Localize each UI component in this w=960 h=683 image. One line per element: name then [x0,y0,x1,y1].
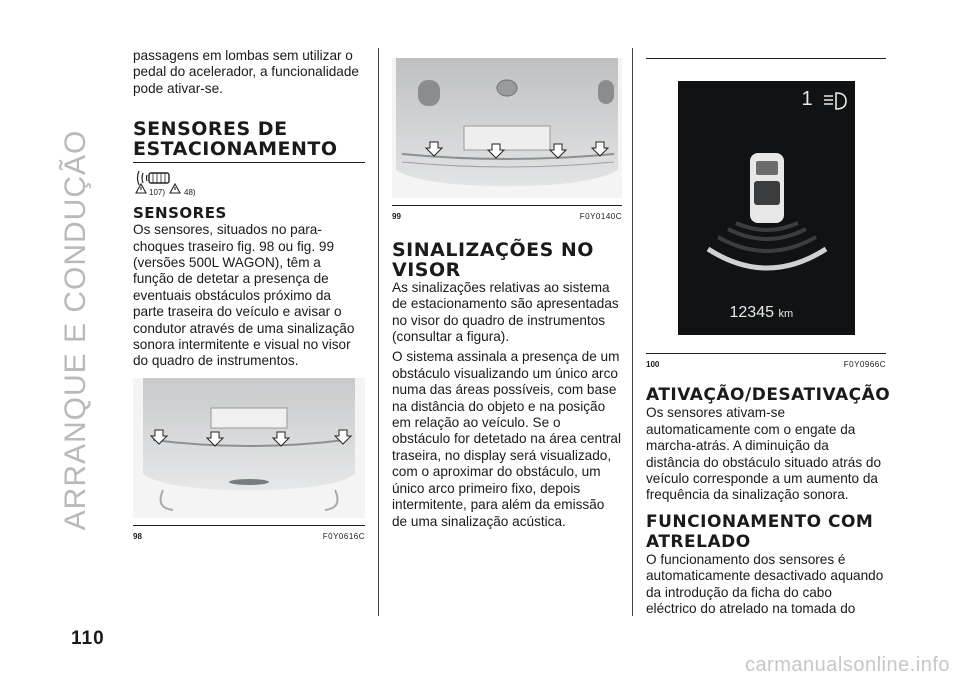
odometer-value: 12345 [729,304,774,321]
column-divider [378,48,379,616]
reference-icons [133,169,365,201]
column-2 [392,58,622,530]
instrument-cluster-display [678,81,855,335]
section-heading-activation: ATIVAÇÃO/DESATIVAÇÃO [646,385,891,406]
reference-48: 48) [184,188,196,198]
gear-indicator: 1 [801,88,813,110]
column-1 [133,48,365,546]
odometer-readout [730,305,794,322]
figure-code: F0Y0966C [843,360,886,369]
subheading-sensors: SENSORES [133,204,227,223]
rear-bumper-image [133,378,365,518]
section-heading-display-signals: SINALIZAÇÕES NO VISOR [392,238,594,281]
figure-caption [133,525,365,545]
figure-caption [646,353,886,373]
parking-sensor-graphic [678,137,855,297]
column-3 [646,58,891,617]
figure-98 [133,378,365,546]
column-divider [632,48,633,616]
figure-code: F0Y0616C [322,532,365,542]
figure-number: 100 [646,360,660,369]
display-signals-para1: As sinalizações relativas ao sistema de estacionamento são apresentadas no visor do quadro de instrumentos (consultar a figura). [392,279,619,345]
heading-rule [133,162,365,163]
trailer-paragraph: O funcionamento dos sensores é automaticamente desactivado aquando da introdução da ficha do cabo eléctrico do atrelado na tomada do [646,551,884,617]
warning-triangle-icon [169,183,181,194]
reference-107: 107) [149,188,166,198]
figure-number: 99 [392,212,401,222]
watermark: carmanualsonline.info [744,654,950,676]
activation-paragraph: Os sensores ativam-se automaticamente com o engate da marcha-atrás. A diminuição da distância do obstáculo situado atrás do veículo corresponde a um aumento da frequência da sinalização sonora. [646,405,882,503]
car-rear-image [392,58,622,198]
figure-100 [646,58,886,373]
figure-code: F0Y0140C [579,212,622,222]
intro-paragraph: passagens em lombas sem utilizar o pedal do acelerador, a funcionalidade pode ativar-se. [133,48,359,96]
figure-caption [392,205,622,225]
section-heading-parking-sensors: SENSORES DE ESTACIONAMENTO [133,118,338,161]
section-heading-trailer: FUNCIONAMENTO COM ATRELADO [646,511,874,552]
page-number: 110 [71,628,105,649]
sensors-body: Os sensores, situados no para-choques traseiro fig. 98 ou fig. 99 (versões 500L WAGON), têm a função de detetar a presença de eventuais obstáculos próximo da parte traseira do veículo e avisar o condutor através de uma sinalização sonora intermitente e visual no visor do quadro de instrumentos. [133,222,355,369]
odometer-unit: km [778,308,794,320]
figure-number: 98 [133,532,142,542]
figure-99 [392,58,622,226]
side-title-text: ARRANQUE E CONDUÇÃO [59,129,92,531]
display-signals-para2: O sistema assinala a presença de um obstáculo visualizando um único arco numa das áreas possíveis, com base na distância do objeto e na posição em relação ao veículo. Se o obstáculo for detetado na área central traseira, no display será visualizado, com o aproximar do obstáculo, um único arco primeiro fixo, depois intermitente, para além da emissão de uma sinalização acústica. [392,349,621,529]
low-beam-auto-icon [822,91,848,111]
warning-triangle-icon [135,183,147,194]
